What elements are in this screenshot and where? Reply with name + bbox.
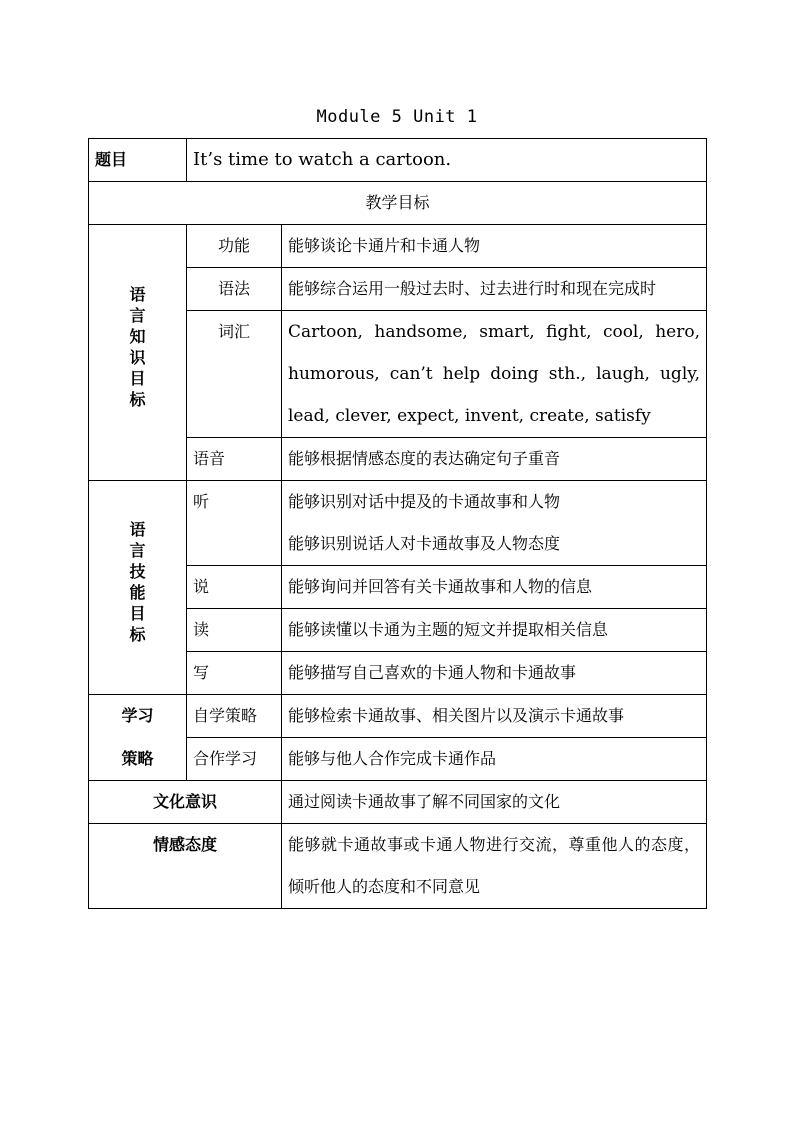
strategy-label-top: 学习 xyxy=(89,695,187,738)
listen-line-1: 能够识别对话中提及的卡通故事和人物 xyxy=(288,492,561,511)
coop-study-text: 能够与他人合作完成卡通作品 xyxy=(282,738,707,781)
phonetics-label: 语音 xyxy=(187,438,282,481)
write-label: 写 xyxy=(187,652,282,695)
knowledge-function-row xyxy=(89,225,707,268)
skills-listen-row xyxy=(89,481,707,566)
objectives-header-row xyxy=(89,182,707,225)
function-text: 能够谈论卡通片和卡通人物 xyxy=(282,225,707,268)
speak-label: 说 xyxy=(187,566,282,609)
skills-group-cell xyxy=(89,481,187,695)
grammar-text: 能够综合运用一般过去时、过去进行时和现在完成时 xyxy=(282,268,707,311)
topic-value: It’s time to watch a cartoon. xyxy=(187,139,707,182)
function-label: 功能 xyxy=(187,225,282,268)
strategy-coop-row xyxy=(89,738,707,781)
topic-row xyxy=(89,139,707,182)
listen-text xyxy=(282,481,707,566)
emotion-row xyxy=(89,824,707,909)
listen-line-2: 能够识别说话人对卡通故事及人物态度 xyxy=(288,534,561,553)
strategy-self-row xyxy=(89,695,707,738)
grammar-label: 语法 xyxy=(187,268,282,311)
read-label: 读 xyxy=(187,609,282,652)
coop-study-label: 合作学习 xyxy=(187,738,282,781)
knowledge-group-label: 语言知识目标 xyxy=(129,285,146,409)
emotion-label: 情感态度 xyxy=(89,824,282,909)
topic-label: 题目 xyxy=(89,139,187,182)
vocab-label: 词汇 xyxy=(187,311,282,438)
self-study-label: 自学策略 xyxy=(187,695,282,738)
culture-label: 文化意识 xyxy=(89,781,282,824)
listen-label: 听 xyxy=(187,481,282,566)
lesson-plan-table xyxy=(88,138,707,909)
speak-text: 能够询问并回答有关卡通故事和人物的信息 xyxy=(282,566,707,609)
phonetics-text: 能够根据情感态度的表达确定句子重音 xyxy=(282,438,707,481)
emotion-text: 能够就卡通故事或卡通人物进行交流，尊重他人的态度，倾听他人的态度和不同意见 xyxy=(282,824,707,909)
objectives-header: 教学目标 xyxy=(89,182,707,225)
culture-text: 通过阅读卡通故事了解不同国家的文化 xyxy=(282,781,707,824)
strategy-label-bottom: 策略 xyxy=(89,738,187,781)
document-title: Module 5 Unit 1 xyxy=(316,107,478,127)
skills-group-label: 语言技能目标 xyxy=(129,520,146,644)
knowledge-group-cell xyxy=(89,225,187,481)
read-text: 能够读懂以卡通为主题的短文并提取相关信息 xyxy=(282,609,707,652)
vocab-text: Cartoon, handsome, smart, fight, cool, hero, humorous, can’t help doing sth., laugh, ugly, lead, clever, expect, invent, create, satisfy xyxy=(282,311,707,438)
write-text: 能够描写自己喜欢的卡通人物和卡通故事 xyxy=(282,652,707,695)
culture-row xyxy=(89,781,707,824)
self-study-text: 能够检索卡通故事、相关图片以及演示卡通故事 xyxy=(282,695,707,738)
